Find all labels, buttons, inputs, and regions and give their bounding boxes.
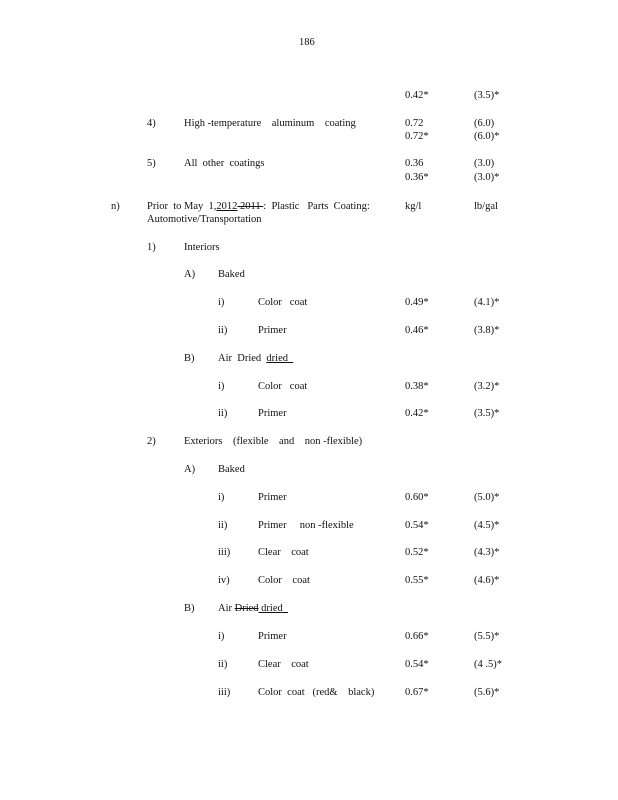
section-title-prefix: Prior to May 1, xyxy=(147,201,217,212)
value-lbgal: (5.5)* xyxy=(474,631,500,642)
row-number: i) xyxy=(218,631,225,642)
section-title-line2: Automotive/Transportation xyxy=(147,214,262,225)
row-number: iv) xyxy=(218,575,230,586)
row-label: Color coat xyxy=(258,381,308,392)
row-number: iii) xyxy=(218,547,231,558)
value-kgl: 0.55* xyxy=(405,575,429,586)
value-kgl: 0.52* xyxy=(405,547,429,558)
group-label-prefix: Air xyxy=(218,603,235,614)
value-lbgal: (3.0) xyxy=(474,158,495,169)
row-number: ii) xyxy=(218,520,228,531)
group-label: Baked xyxy=(218,269,245,280)
value-kgl: 0.60* xyxy=(405,492,429,503)
unit-kgl-header: kg/l xyxy=(405,201,422,212)
row-label: Primer xyxy=(258,325,287,336)
value-kgl: 0.36* xyxy=(405,172,429,183)
value-kgl: 0.42* xyxy=(405,90,429,101)
value-lbgal: (3.5)* xyxy=(474,90,500,101)
value-lbgal: (4.1)* xyxy=(474,297,500,308)
group-letter: A) xyxy=(184,269,196,280)
subsection-label: Exteriors (flexible and non -flexible) xyxy=(184,436,363,447)
page-number: 186 xyxy=(299,37,315,48)
value-kgl: 0.67* xyxy=(405,687,429,698)
row-number: i) xyxy=(218,492,225,503)
inserted-year: 2012 xyxy=(216,201,238,212)
inserted-text: dried xyxy=(266,353,288,364)
subsection-label: Interiors xyxy=(184,242,220,253)
value-kgl: 0.49* xyxy=(405,297,429,308)
row-label: Primer xyxy=(258,631,287,642)
row-label: Clear coat xyxy=(258,547,309,558)
item-label: All other coatings xyxy=(184,158,265,169)
value-lbgal: (4.5)* xyxy=(474,520,500,531)
row-number: i) xyxy=(218,381,225,392)
item-number: 5) xyxy=(147,158,156,169)
group-label: Baked xyxy=(218,464,245,475)
value-kgl: 0.72* xyxy=(405,131,429,142)
value-lbgal: (3.8)* xyxy=(474,325,500,336)
value-lbgal: (4 .5)* xyxy=(474,659,502,670)
value-kgl: 0.72 xyxy=(405,118,424,129)
row-label: Primer xyxy=(258,492,287,503)
value-kgl: 0.66* xyxy=(405,631,429,642)
inserted-text: dried xyxy=(258,603,283,614)
row-label: Color coat xyxy=(258,297,308,308)
row-label: Color coat (red& black) xyxy=(258,687,375,698)
group-letter: B) xyxy=(184,353,195,364)
group-letter: B) xyxy=(184,603,195,614)
section-title xyxy=(147,200,370,213)
deleted-text: Dried xyxy=(234,603,259,614)
value-lbgal: (3.2)* xyxy=(474,381,500,392)
unit-lbgal-header: lb/gal xyxy=(474,201,498,212)
value-lbgal: (3.5)* xyxy=(474,408,500,419)
row-number: ii) xyxy=(218,659,228,670)
group-label xyxy=(218,602,288,615)
group-letter: A) xyxy=(184,464,196,475)
value-kgl: 0.42* xyxy=(405,408,429,419)
row-label: Primer non -flexible xyxy=(258,520,354,531)
value-lbgal: (5.0)* xyxy=(474,492,500,503)
value-kgl: 0.38* xyxy=(405,381,429,392)
value-lbgal: (4.3)* xyxy=(474,547,500,558)
item-number: 4) xyxy=(147,118,156,129)
item-label: High -temperature aluminum coating xyxy=(184,118,356,129)
deleted-year: 2011 xyxy=(237,201,264,212)
value-lbgal: (6.0) xyxy=(474,118,495,129)
row-number: ii) xyxy=(218,408,228,419)
value-lbgal: (4.6)* xyxy=(474,575,500,586)
value-lbgal: (6.0)* xyxy=(474,131,500,142)
subsection-number: 1) xyxy=(147,242,156,253)
value-lbgal: (5.6)* xyxy=(474,687,500,698)
row-number: ii) xyxy=(218,325,228,336)
row-label: Clear coat xyxy=(258,659,309,670)
value-kgl: 0.46* xyxy=(405,325,429,336)
value-kgl: 0.54* xyxy=(405,520,429,531)
row-number: i) xyxy=(218,297,225,308)
row-label: Color coat xyxy=(258,575,310,586)
value-kgl: 0.36 xyxy=(405,158,424,169)
subsection-number: 2) xyxy=(147,436,156,447)
row-number: iii) xyxy=(218,687,231,698)
group-label-text: Air Dried xyxy=(218,353,262,364)
section-title-rest: : Plastic Parts Coating: xyxy=(263,201,370,212)
group-label xyxy=(218,352,293,365)
section-letter: n) xyxy=(111,201,120,212)
row-label: Primer xyxy=(258,408,287,419)
value-lbgal: (3.0)* xyxy=(474,172,500,183)
value-kgl: 0.54* xyxy=(405,659,429,670)
